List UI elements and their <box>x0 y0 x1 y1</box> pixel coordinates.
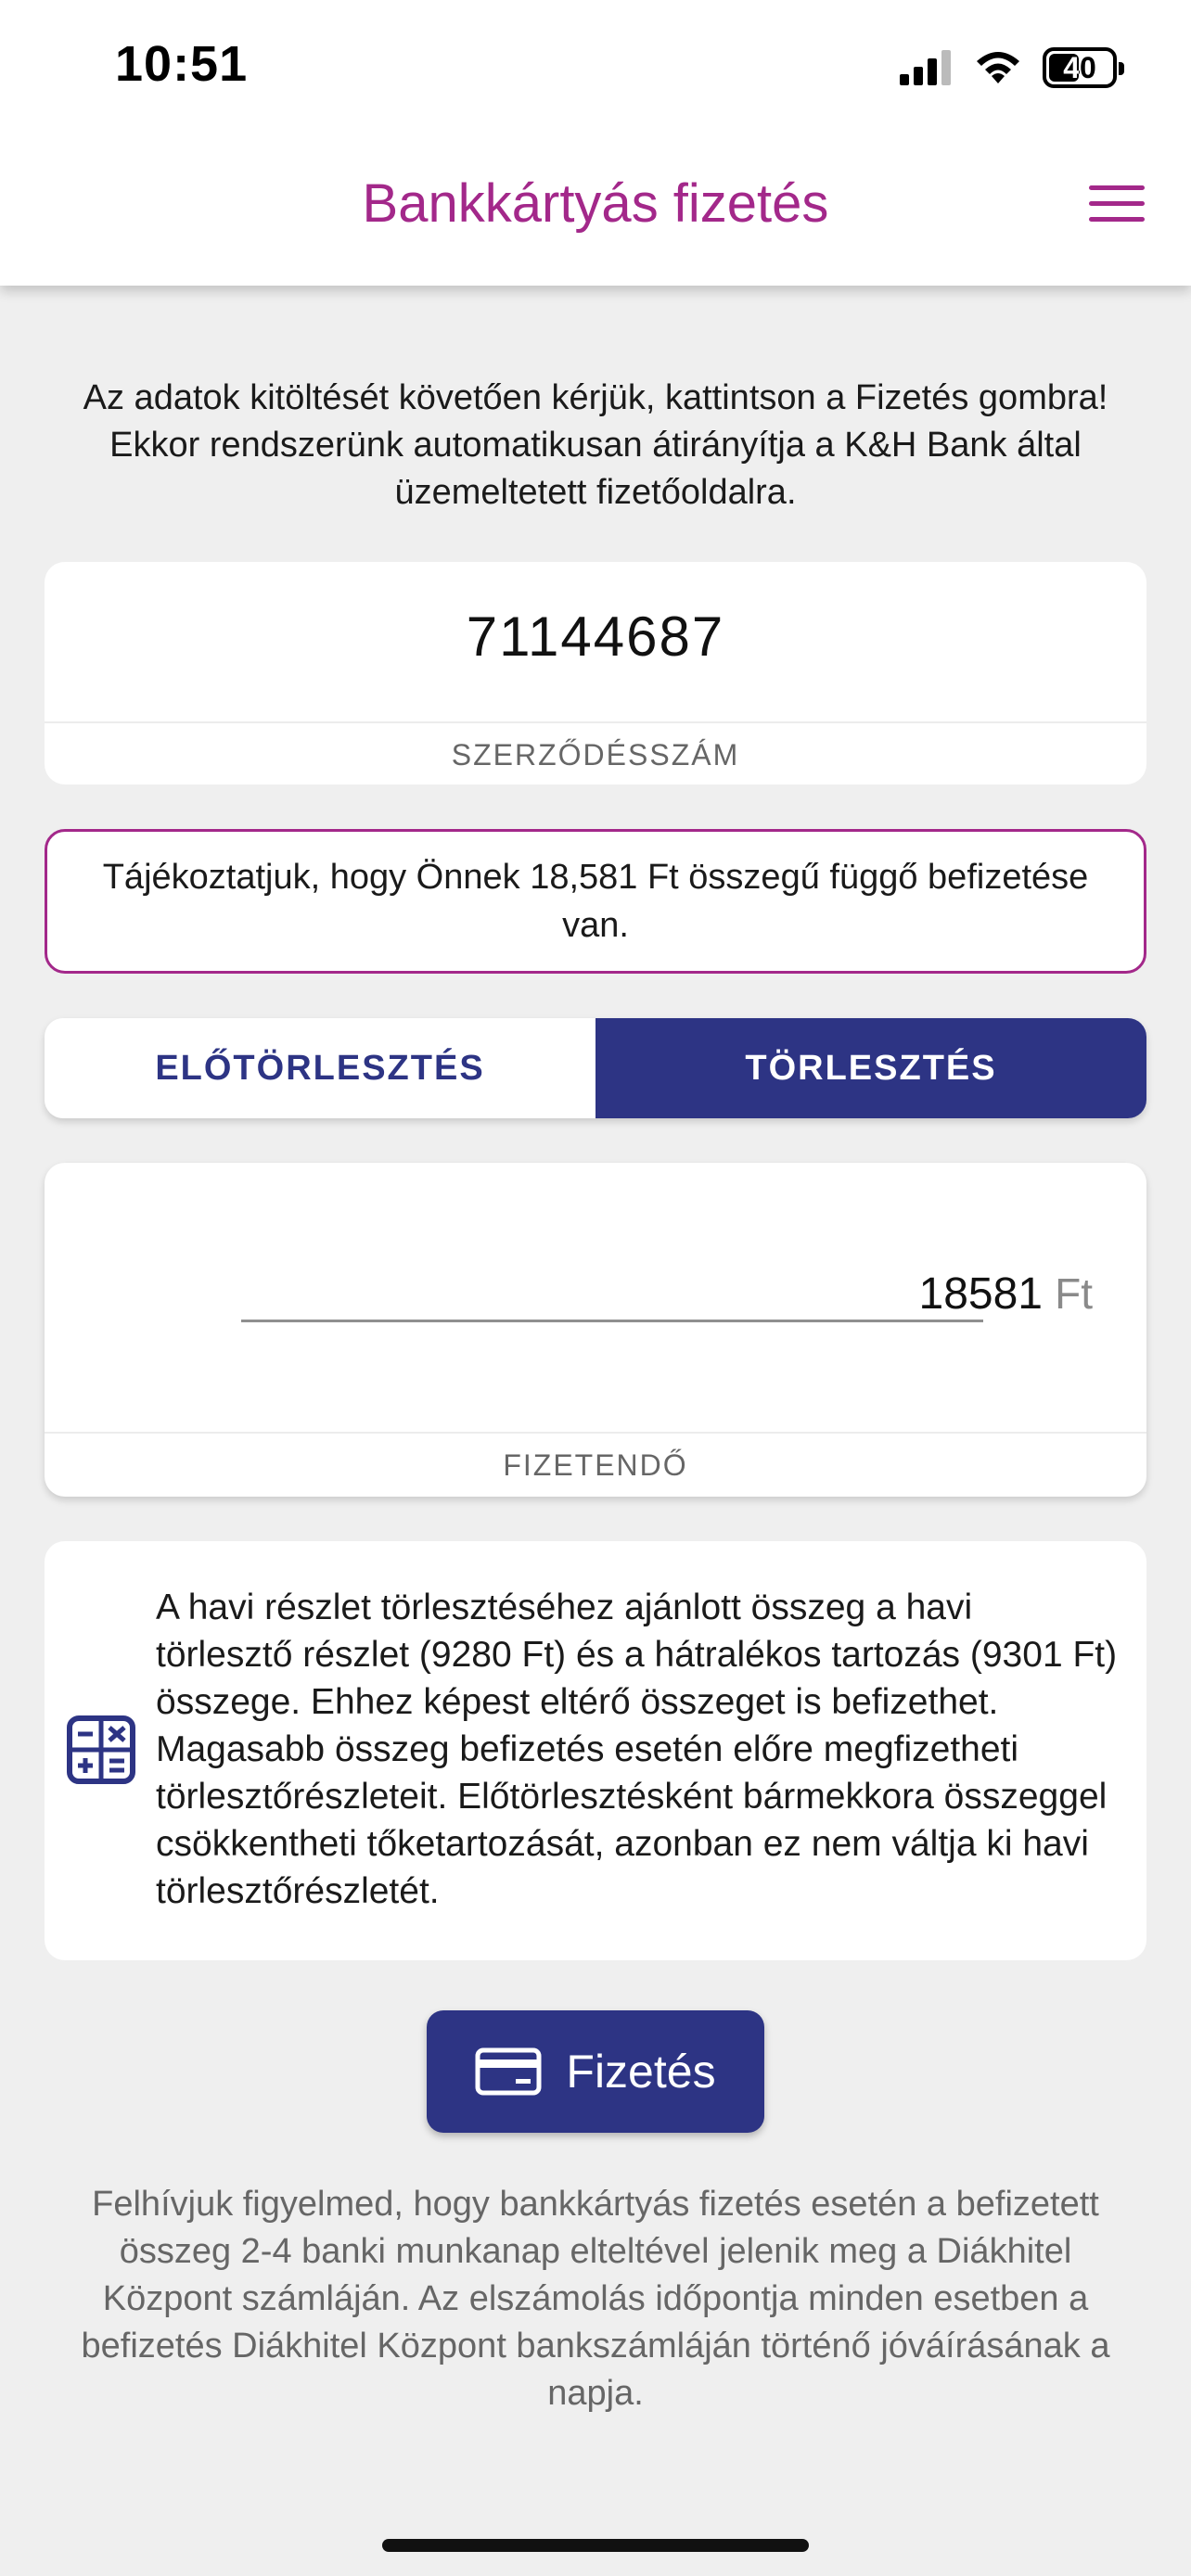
info-card <box>45 1541 1146 1960</box>
status-time: 10:51 <box>115 36 249 92</box>
battery-icon <box>1043 47 1117 88</box>
amount-label: FIZETENDŐ <box>503 1448 688 1482</box>
status-icons <box>900 45 1117 91</box>
amount-input[interactable] <box>241 1256 983 1322</box>
pending-payment-notice: Tájékoztatjuk, hogy Önnek 18,581 Ft összegű függő befizetése van. <box>45 829 1146 974</box>
battery-level: 40 <box>1063 50 1096 84</box>
payment-type-tabs <box>45 1018 1146 1118</box>
contract-card <box>45 562 1146 784</box>
pay-button-label: Fizetés <box>566 2046 716 2098</box>
amount-value: 18581 <box>918 1269 1043 1319</box>
credit-card-icon <box>475 2047 542 2096</box>
intro-text: Az adatok kitöltését követően kérjük, kattintson a Fizetés gombra! Ekkor rendszerünk automatikusan átirányítja a K&H Bank által üzemeltetett fizetőoldalra. <box>83 378 1108 512</box>
contract-number: 71144687 <box>466 606 725 668</box>
contract-label: SZERZŐDÉSSZÁM <box>451 738 740 772</box>
cellular-signal-icon <box>900 50 954 85</box>
calculator-icon <box>67 1715 135 1784</box>
amount-card <box>45 1163 1146 1497</box>
wifi-icon <box>974 50 1022 85</box>
home-indicator[interactable] <box>382 2539 809 2552</box>
footer-disclaimer: Felhívjuk figyelmed, hogy bankkártyás fizetés esetén a befizetett összeg 2-4 banki munkanap elteltével jelenik meg a Diákhitel Központ számláján. Az elszámolás időpontja minden esetben a befizetés Diákhitel Központ bankszámláján történő jóváírásának a napja. <box>81 2185 1110 2413</box>
amount-unit: Ft <box>1055 1269 1093 1318</box>
tab-prepayment[interactable]: ELŐTÖRLESZTÉS <box>45 1018 596 1118</box>
divider <box>45 721 1146 723</box>
hamburger-menu-icon[interactable] <box>1089 185 1145 226</box>
pay-button[interactable] <box>427 2010 764 2133</box>
info-text: A havi részlet törlesztéséhez ajánlott összeg a havi törlesztő részlet (9280 Ft) és a hátralékos tartozás (9301 Ft) összege. Ehhez képest eltérő összeget is befizethet. Magasabb összeg befizetés esetén előre megfizetheti törlesztőrészleteit. Előtörlesztésként bármekkora összeggel csökkentheti tőketartozását, azonban ez nem váltja ki havi törlesztőrészletét. <box>156 1588 1118 1911</box>
tab-repayment[interactable]: TÖRLESZTÉS <box>596 1018 1146 1118</box>
top-bar <box>0 0 1191 286</box>
page-title: Bankkártyás fizetés <box>362 173 829 234</box>
divider <box>45 1432 1146 1434</box>
